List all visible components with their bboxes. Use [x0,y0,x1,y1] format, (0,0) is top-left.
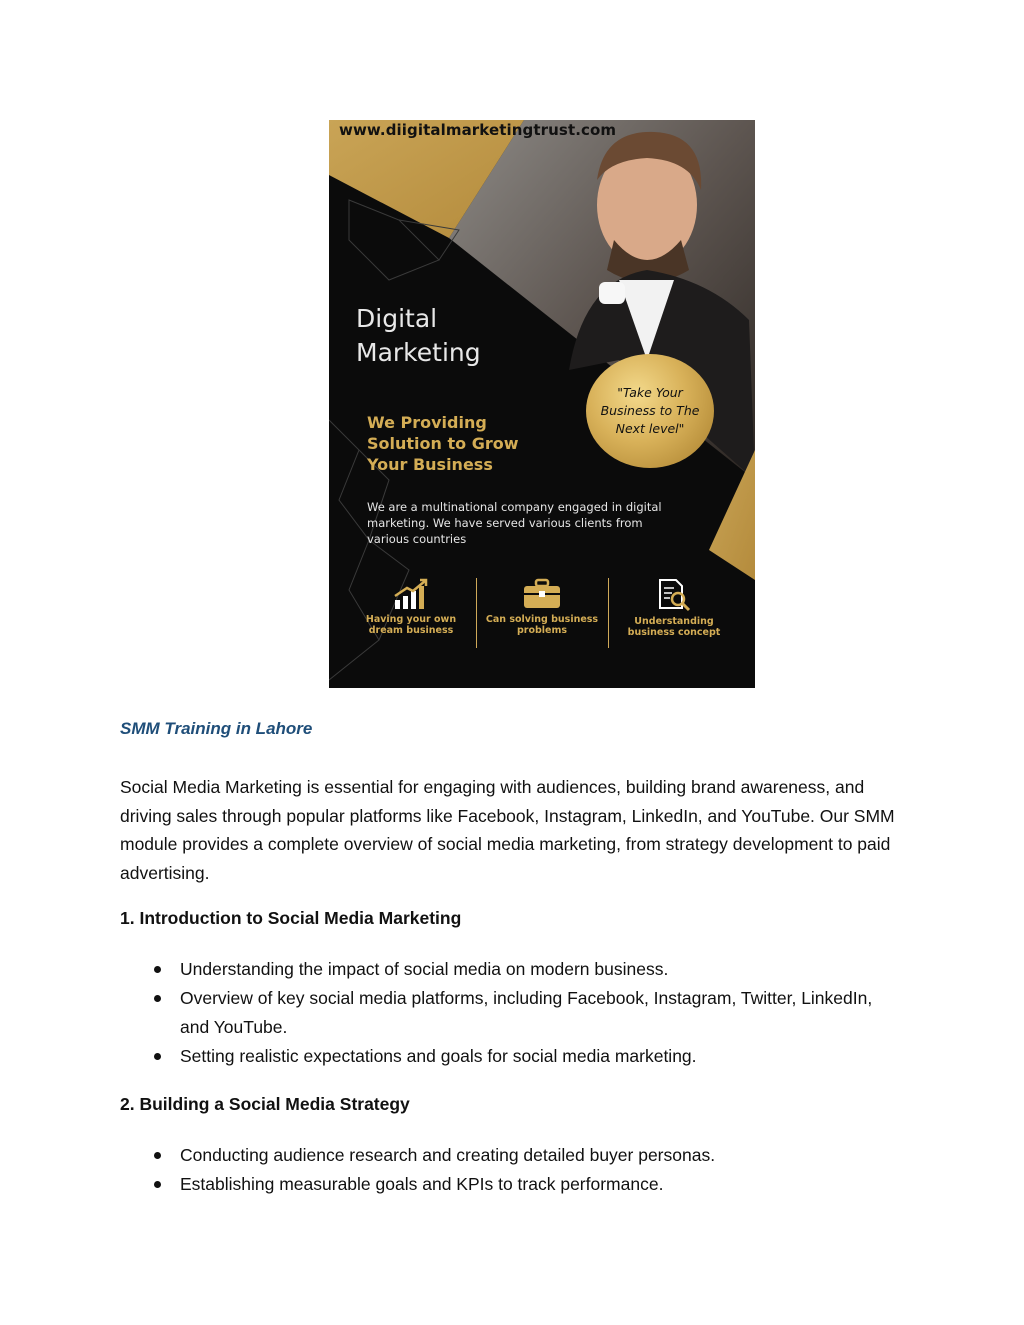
list-item: Understanding the impact of social media on modern business. [120,955,880,984]
section-title-2: 2. Building a Social Media Strategy [120,1094,410,1114]
flyer-subheadline-line: We Providing [367,413,487,432]
flyer-quote-line: Business to The [600,403,700,418]
list-item: Overview of key social media platforms, including Facebook, Instagram, Twitter, LinkedIn, and YouTube. [120,984,880,1042]
section-2-list [120,1141,880,1199]
flyer-subheadline [367,412,518,475]
section-1-list [120,955,880,1071]
growth-chart-icon [393,578,429,610]
briefcase-icon [522,578,562,610]
feature-dream-business [346,578,476,636]
intro-paragraph: Social Media Marketing is essential for engaging with audiences, building brand awareness, and driving sales through popular platforms like Facebook, Instagram, LinkedIn, and YouTube. Our SMM module provides a complete overview of social media marketing, from strategy development to paid advertising. [120,777,895,883]
flyer-image [329,120,755,688]
feature-label-line: business concept [627,627,721,638]
section-heading: SMM Training in Lahore [120,719,313,738]
list-item: Setting realistic expectations and goals for social media marketing. [120,1042,880,1071]
document-search-icon [656,578,692,612]
flyer-quote-badge [586,354,714,468]
list-item: Establishing measurable goals and KPIs to track performance. [120,1170,880,1199]
gold-right-accent [709,450,755,580]
feature-business-concept [609,578,739,638]
flyer-quote-line: Next level" [615,421,685,436]
feature-label-line: Can solving business [485,614,599,625]
section-title-1: 1. Introduction to Social Media Marketing [120,908,462,928]
flyer-description: We are a multinational company engaged in digital marketing. We have served various clients from various countries [367,500,662,546]
list-item: Conducting audience research and creating detailed buyer personas. [120,1141,880,1170]
flyer-headline-line: Digital [356,304,438,333]
flyer-url: www.diigitalmarketingtrust.com [339,121,617,139]
feature-label-line: problems [516,625,568,636]
feature-label-line: dream business [368,625,454,636]
feature-label-line: Having your own [365,614,457,625]
flyer-quote-line: "Take Your [617,385,683,400]
flyer-subheadline-line: Solution to Grow [367,434,519,453]
flyer-subheadline-line: Your Business [367,455,493,474]
feature-solving-problems [477,578,607,636]
feature-label-line: Understanding [634,616,714,627]
flyer-headline-line: Marketing [356,338,481,367]
flyer-headline [356,302,481,370]
